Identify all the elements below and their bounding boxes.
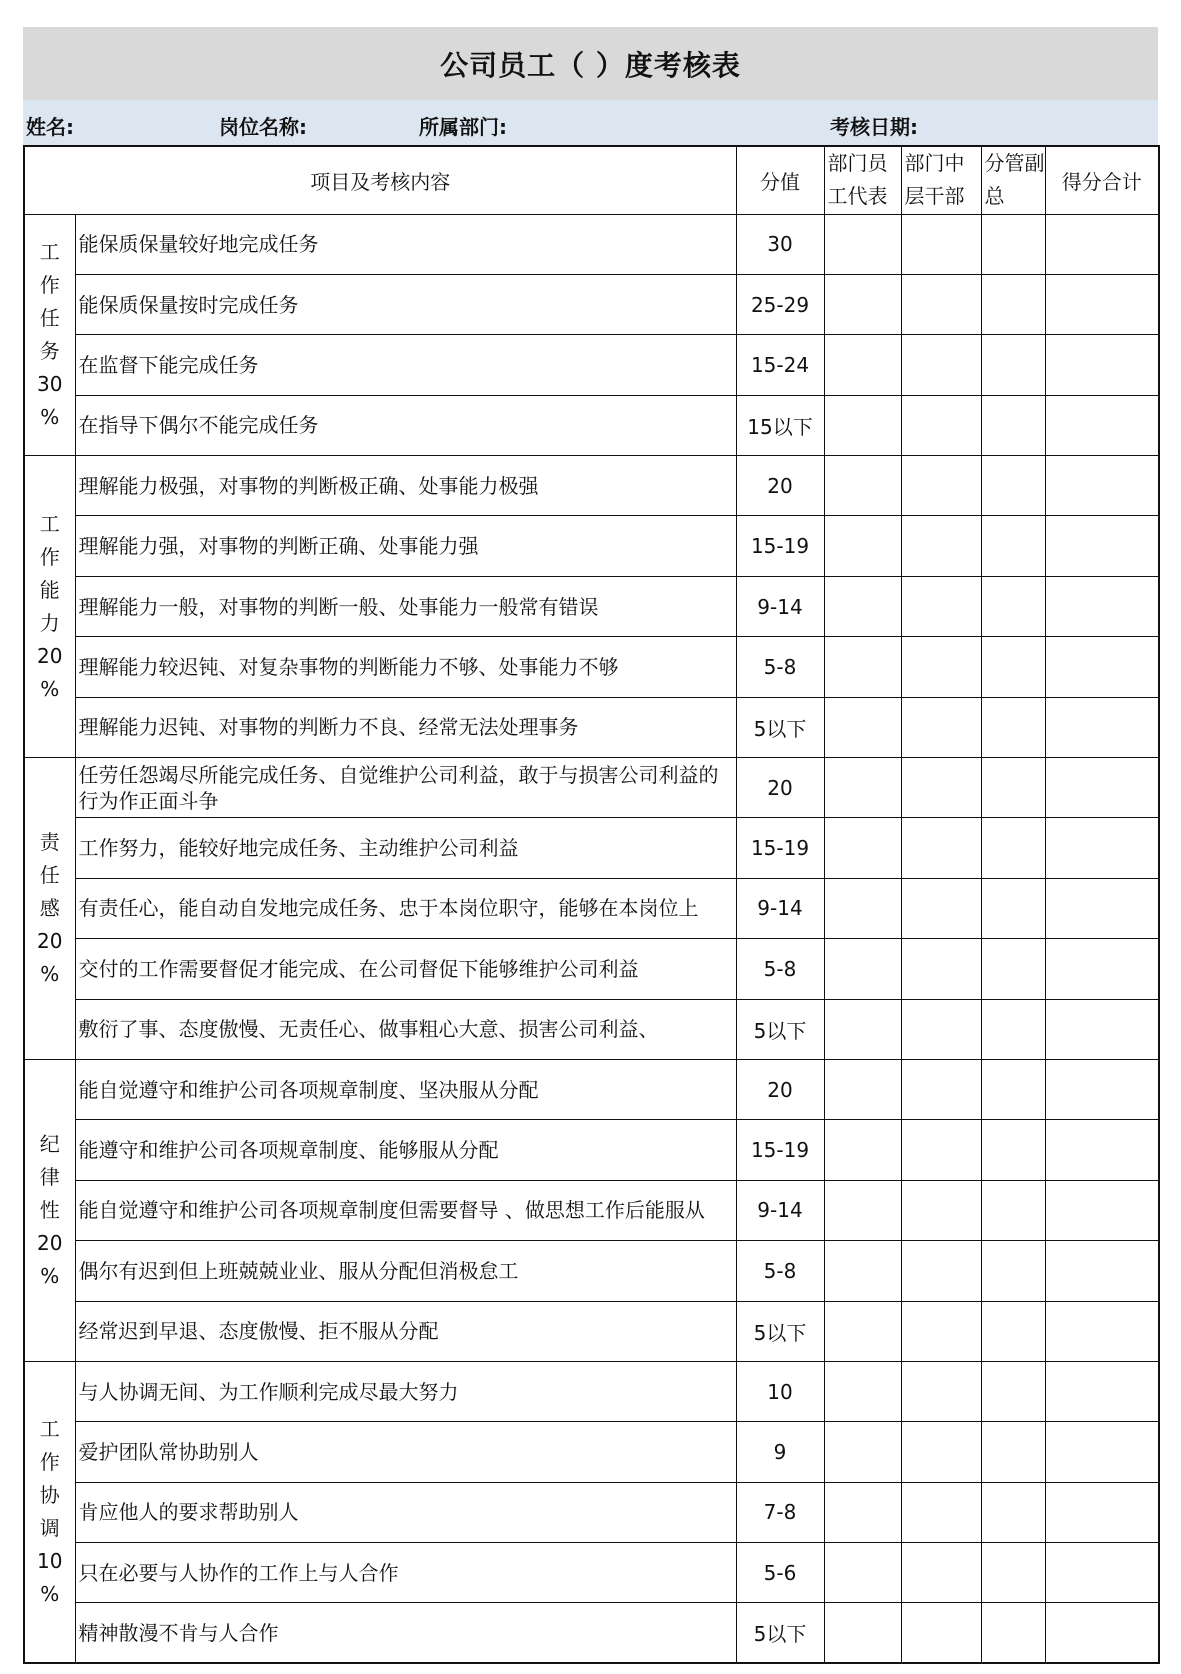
rater-middle-manager-cell[interactable] <box>901 1241 981 1301</box>
info-bar <box>23 100 1158 145</box>
rater-vp-cell[interactable] <box>981 1603 1045 1663</box>
rater-vp-cell[interactable] <box>981 878 1045 938</box>
table-body <box>24 214 1159 1663</box>
total-cell[interactable] <box>1045 456 1159 516</box>
category-char: 作 <box>39 1450 60 1475</box>
total-cell[interactable] <box>1045 1361 1159 1421</box>
total-cell[interactable] <box>1045 1422 1159 1482</box>
criteria-description: 交付的工作需要督促才能完成、在公司督促下能够维护公司利益 <box>75 939 736 999</box>
rater-vp-cell[interactable] <box>981 1543 1045 1603</box>
rater-employee-rep-cell[interactable] <box>824 1603 901 1663</box>
total-cell[interactable] <box>1045 516 1159 576</box>
score-range: 5以下 <box>736 1603 824 1663</box>
score-range: 5以下 <box>736 1301 824 1361</box>
category-char: % <box>40 1582 60 1607</box>
score-range: 10 <box>736 1361 824 1421</box>
rater-employee-rep-cell[interactable] <box>824 1482 901 1542</box>
header-rater-middle-manager: 部门中层干部 <box>901 146 981 214</box>
rater-employee-rep-cell[interactable] <box>824 1422 901 1482</box>
rater-middle-manager-cell[interactable] <box>901 999 981 1059</box>
rater-vp-cell[interactable] <box>981 1301 1045 1361</box>
header-rater-vp: 分管副总 <box>981 146 1045 214</box>
rater-vp-cell[interactable] <box>981 818 1045 878</box>
total-cell[interactable] <box>1045 637 1159 697</box>
total-cell[interactable] <box>1045 939 1159 999</box>
score-range: 15-19 <box>736 818 824 878</box>
rater-vp-cell[interactable] <box>981 456 1045 516</box>
category-cell <box>24 214 75 456</box>
category-char: % <box>40 961 60 986</box>
table-row <box>24 1361 1159 1421</box>
criteria-description: 偶尔有迟到但上班兢兢业业、服从分配但消极怠工 <box>75 1241 736 1301</box>
department-label[interactable]: 所属部门: <box>419 115 507 139</box>
criteria-description: 爱护团队常协助别人 <box>75 1422 736 1482</box>
criteria-description: 精神散漫不肯与人合作 <box>75 1603 736 1663</box>
name-label[interactable]: 姓名: <box>26 115 74 139</box>
score-range: 15-19 <box>736 516 824 576</box>
criteria-description: 在监督下能完成任务 <box>75 335 736 395</box>
rater-vp-cell[interactable] <box>981 758 1045 818</box>
category-char: 责 <box>39 829 60 854</box>
category-char: 20 <box>37 928 63 953</box>
rater-vp-cell[interactable] <box>981 637 1045 697</box>
rater-middle-manager-cell[interactable] <box>901 818 981 878</box>
criteria-description: 敷衍了事、态度傲慢、无责任心、做事粗心大意、损害公司利益、 <box>75 999 736 1059</box>
category-char: 能 <box>39 577 60 602</box>
score-range: 9-14 <box>736 576 824 636</box>
score-range: 20 <box>736 758 824 818</box>
category-char: 20 <box>37 643 63 668</box>
score-range: 5-8 <box>736 1241 824 1301</box>
rater-middle-manager-cell[interactable] <box>901 214 981 274</box>
total-cell[interactable] <box>1045 1482 1159 1542</box>
rater-vp-cell[interactable] <box>981 1241 1045 1301</box>
category-char: 性 <box>39 1197 60 1222</box>
total-cell[interactable] <box>1045 1120 1159 1180</box>
table-row <box>24 516 1159 576</box>
total-cell[interactable] <box>1045 576 1159 636</box>
category-char: 力 <box>39 610 60 635</box>
category-char: 10 <box>37 1549 63 1574</box>
rater-middle-manager-cell[interactable] <box>901 939 981 999</box>
table-row <box>24 1241 1159 1301</box>
category-char: 作 <box>39 272 60 297</box>
category-char: % <box>40 676 60 701</box>
criteria-description: 能保质保量按时完成任务 <box>75 274 736 334</box>
rater-middle-manager-cell[interactable] <box>901 637 981 697</box>
total-cell[interactable] <box>1045 1059 1159 1119</box>
category-char: 任 <box>39 305 60 330</box>
rater-middle-manager-cell[interactable] <box>901 1301 981 1361</box>
rater-vp-cell[interactable] <box>981 395 1045 455</box>
rater-vp-cell[interactable] <box>981 1180 1045 1240</box>
rater-middle-manager-cell[interactable] <box>901 456 981 516</box>
category-char: 工 <box>39 1417 60 1442</box>
rater-middle-manager-cell[interactable] <box>901 1482 981 1542</box>
table-row <box>24 758 1159 818</box>
score-range: 5-8 <box>736 637 824 697</box>
score-range: 20 <box>736 456 824 516</box>
rater-vp-cell[interactable] <box>981 939 1045 999</box>
criteria-description: 理解能力较迟钝、对复杂事物的判断能力不够、处事能力不够 <box>75 637 736 697</box>
criteria-description: 在指导下偶尔不能完成任务 <box>75 395 736 455</box>
rater-vp-cell[interactable] <box>981 1059 1045 1119</box>
table-row <box>24 999 1159 1059</box>
rater-vp-cell[interactable] <box>981 335 1045 395</box>
rater-vp-cell[interactable] <box>981 1482 1045 1542</box>
total-cell[interactable] <box>1045 999 1159 1059</box>
appraisal-sheet <box>23 27 1158 1664</box>
criteria-description: 工作努力，能较好地完成任务、主动维护公司利益 <box>75 818 736 878</box>
header-row <box>24 146 1159 214</box>
category-cell <box>24 1361 75 1663</box>
header-rater-employee-rep: 部门员工代表 <box>824 146 901 214</box>
rater-employee-rep-cell[interactable] <box>824 1241 901 1301</box>
score-range: 5以下 <box>736 697 824 757</box>
rater-employee-rep-cell[interactable] <box>824 637 901 697</box>
table-row <box>24 1422 1159 1482</box>
rater-employee-rep-cell[interactable] <box>824 1301 901 1361</box>
category-char: 协 <box>39 1483 60 1508</box>
position-label[interactable]: 岗位名称: <box>219 115 307 139</box>
rater-vp-cell[interactable] <box>981 1422 1045 1482</box>
score-range: 5-8 <box>736 939 824 999</box>
rater-employee-rep-cell[interactable] <box>824 335 901 395</box>
header-score: 分值 <box>736 146 824 214</box>
table-row <box>24 878 1159 938</box>
rater-vp-cell[interactable] <box>981 214 1045 274</box>
category-char: % <box>40 404 60 429</box>
category-char: 任 <box>39 862 60 887</box>
rater-employee-rep-cell[interactable] <box>824 395 901 455</box>
criteria-description: 有责任心，能自动自发地完成任务、忠于本岗位职守，能够在本岗位上 <box>75 878 736 938</box>
category-char: 务 <box>39 338 60 363</box>
score-range: 30 <box>736 214 824 274</box>
score-range: 5-6 <box>736 1543 824 1603</box>
total-cell[interactable] <box>1045 1180 1159 1240</box>
total-cell[interactable] <box>1045 1241 1159 1301</box>
total-cell[interactable] <box>1045 1603 1159 1663</box>
total-cell[interactable] <box>1045 214 1159 274</box>
total-cell[interactable] <box>1045 274 1159 334</box>
table-row <box>24 1120 1159 1180</box>
rater-employee-rep-cell[interactable] <box>824 274 901 334</box>
category-char: 20 <box>37 1230 63 1255</box>
category-char: 作 <box>39 544 60 569</box>
rater-employee-rep-cell[interactable] <box>824 697 901 757</box>
rater-employee-rep-cell[interactable] <box>824 999 901 1059</box>
rater-middle-manager-cell[interactable] <box>901 697 981 757</box>
table-row <box>24 335 1159 395</box>
table-row <box>24 274 1159 334</box>
category-cell <box>24 758 75 1060</box>
table-row <box>24 576 1159 636</box>
rater-vp-cell[interactable] <box>981 274 1045 334</box>
table-row <box>24 1059 1159 1119</box>
rater-employee-rep-cell[interactable] <box>824 1059 901 1119</box>
rater-middle-manager-cell[interactable] <box>901 335 981 395</box>
rater-middle-manager-cell[interactable] <box>901 516 981 576</box>
category-char: 律 <box>39 1164 60 1189</box>
rater-employee-rep-cell[interactable] <box>824 1120 901 1180</box>
criteria-description: 能自觉遵守和维护公司各项规章制度、坚决服从分配 <box>75 1059 736 1119</box>
rater-middle-manager-cell[interactable] <box>901 576 981 636</box>
rater-vp-cell[interactable] <box>981 1361 1045 1421</box>
criteria-description: 理解能力极强，对事物的判断极正确、处事能力极强 <box>75 456 736 516</box>
sheet-title: 公司员工（ ）度考核表 <box>23 27 1158 100</box>
table-row <box>24 1543 1159 1603</box>
rater-vp-cell[interactable] <box>981 576 1045 636</box>
table-row <box>24 1180 1159 1240</box>
score-range: 15以下 <box>736 395 824 455</box>
category-char: % <box>40 1263 60 1288</box>
total-cell[interactable] <box>1045 758 1159 818</box>
rater-employee-rep-cell[interactable] <box>824 818 901 878</box>
criteria-description: 任劳任怨竭尽所能完成任务、自觉维护公司利益，敢于与损害公司利益的行为作正面斗争 <box>75 758 736 818</box>
table-row <box>24 1301 1159 1361</box>
rater-middle-manager-cell[interactable] <box>901 1120 981 1180</box>
rater-vp-cell[interactable] <box>981 516 1045 576</box>
rater-vp-cell[interactable] <box>981 1120 1045 1180</box>
rater-employee-rep-cell[interactable] <box>824 1180 901 1240</box>
table-row <box>24 637 1159 697</box>
rater-middle-manager-cell[interactable] <box>901 1603 981 1663</box>
score-range: 9-14 <box>736 1180 824 1240</box>
rater-middle-manager-cell[interactable] <box>901 758 981 818</box>
total-cell[interactable] <box>1045 395 1159 455</box>
header-content: 项目及考核内容 <box>24 146 736 214</box>
criteria-description: 能自觉遵守和维护公司各项规章制度但需要督导 、做思想工作后能服从 <box>75 1180 736 1240</box>
score-range: 5以下 <box>736 999 824 1059</box>
score-range: 9 <box>736 1422 824 1482</box>
category-char: 工 <box>39 511 60 536</box>
rater-employee-rep-cell[interactable] <box>824 1361 901 1421</box>
rater-middle-manager-cell[interactable] <box>901 1422 981 1482</box>
category-char: 30 <box>37 371 63 396</box>
rater-middle-manager-cell[interactable] <box>901 274 981 334</box>
category-cell <box>24 456 75 758</box>
score-range: 15-24 <box>736 335 824 395</box>
rater-middle-manager-cell[interactable] <box>901 1180 981 1240</box>
date-label[interactable]: 考核日期: <box>830 115 918 139</box>
rater-vp-cell[interactable] <box>981 697 1045 757</box>
score-range: 20 <box>736 1059 824 1119</box>
criteria-description: 理解能力一般，对事物的判断一般、处事能力一般常有错误 <box>75 576 736 636</box>
total-cell[interactable] <box>1045 818 1159 878</box>
table-row <box>24 395 1159 455</box>
score-range: 7-8 <box>736 1482 824 1542</box>
criteria-description: 能遵守和维护公司各项规章制度、能够服从分配 <box>75 1120 736 1180</box>
rater-middle-manager-cell[interactable] <box>901 1059 981 1119</box>
appraisal-table <box>23 145 1160 1664</box>
table-row <box>24 214 1159 274</box>
criteria-description: 能保质保量较好地完成任务 <box>75 214 736 274</box>
table-row <box>24 1603 1159 1663</box>
category-char: 纪 <box>39 1131 60 1156</box>
rater-middle-manager-cell[interactable] <box>901 878 981 938</box>
rater-employee-rep-cell[interactable] <box>824 516 901 576</box>
score-range: 15-19 <box>736 1120 824 1180</box>
total-cell[interactable] <box>1045 697 1159 757</box>
rater-employee-rep-cell[interactable] <box>824 1543 901 1603</box>
category-char: 工 <box>39 239 60 264</box>
rater-employee-rep-cell[interactable] <box>824 456 901 516</box>
rater-middle-manager-cell[interactable] <box>901 1543 981 1603</box>
table-row <box>24 939 1159 999</box>
criteria-description: 经常迟到早退、态度傲慢、拒不服从分配 <box>75 1301 736 1361</box>
total-cell[interactable] <box>1045 878 1159 938</box>
total-cell[interactable] <box>1045 1301 1159 1361</box>
table-row <box>24 456 1159 516</box>
rater-employee-rep-cell[interactable] <box>824 758 901 818</box>
table-row <box>24 1482 1159 1542</box>
criteria-description: 肯应他人的要求帮助别人 <box>75 1482 736 1542</box>
category-char: 调 <box>39 1516 60 1541</box>
rater-middle-manager-cell[interactable] <box>901 1361 981 1421</box>
rater-employee-rep-cell[interactable] <box>824 214 901 274</box>
rater-vp-cell[interactable] <box>981 999 1045 1059</box>
rater-employee-rep-cell[interactable] <box>824 576 901 636</box>
criteria-description: 理解能力强，对事物的判断正确、处事能力强 <box>75 516 736 576</box>
criteria-description: 只在必要与人协作的工作上与人合作 <box>75 1543 736 1603</box>
header-total: 得分合计 <box>1045 146 1159 214</box>
category-cell <box>24 1059 75 1361</box>
total-cell[interactable] <box>1045 335 1159 395</box>
score-range: 25-29 <box>736 274 824 334</box>
score-range: 9-14 <box>736 878 824 938</box>
rater-employee-rep-cell[interactable] <box>824 939 901 999</box>
total-cell[interactable] <box>1045 1543 1159 1603</box>
table-row <box>24 697 1159 757</box>
criteria-description: 与人协调无间、为工作顺利完成尽最大努力 <box>75 1361 736 1421</box>
rater-employee-rep-cell[interactable] <box>824 878 901 938</box>
rater-middle-manager-cell[interactable] <box>901 395 981 455</box>
table-row <box>24 818 1159 878</box>
category-char: 感 <box>39 895 60 920</box>
criteria-description: 理解能力迟钝、对事物的判断力不良、经常无法处理事务 <box>75 697 736 757</box>
